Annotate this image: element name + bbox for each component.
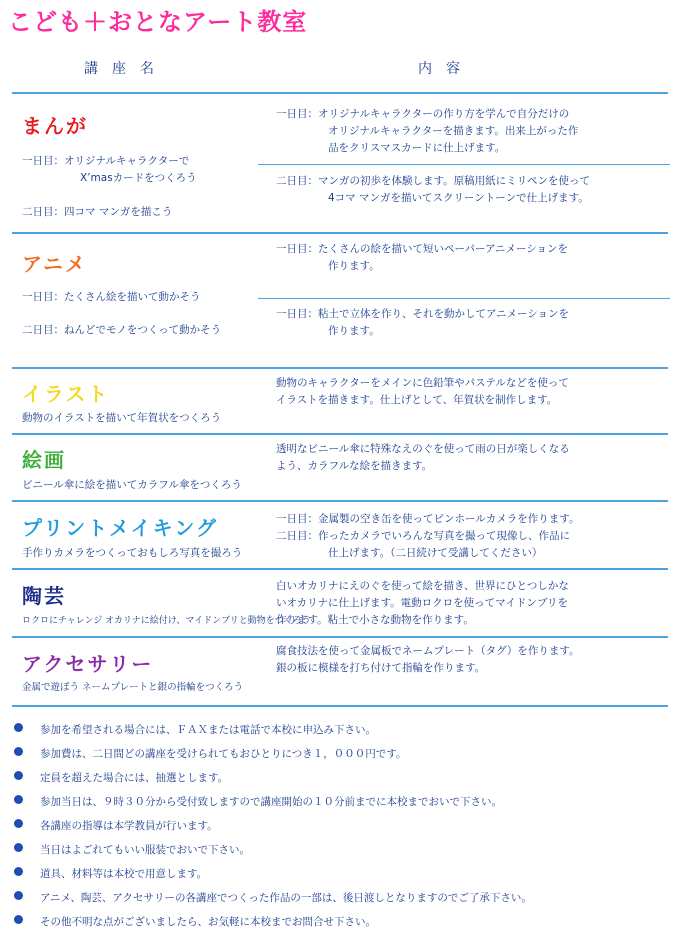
course-anime-day2: 二日目：ねんどでモノをつくって動かそう — [22, 324, 222, 336]
note-text: 各講座の指導は本学教員が行います。 — [40, 820, 218, 832]
bullet-icon — [14, 867, 23, 876]
column-header-course-name: 講座名 — [84, 61, 168, 77]
desc-line: 腐食技法を使って金属板でネームプレート（タグ）を作ります。 — [276, 645, 580, 657]
divider — [12, 636, 668, 638]
desc-line: 透明なビニール傘に特殊なえのぐを使って雨の日が楽しくなる — [276, 443, 570, 455]
bullet-icon — [14, 843, 23, 852]
course-print-sub: 手作りカメラをつくっておもしろ写真を撮ろう — [22, 547, 243, 559]
desc-line: 二日目：マンガの初歩を体験します。原稿用紙にミリペンを使って — [276, 175, 590, 187]
bullet-icon — [14, 795, 23, 804]
divider — [12, 92, 668, 94]
course-anime-desc-day2 — [276, 306, 569, 340]
desc-line: 品をクリスマスカードに仕上げます。 — [328, 142, 506, 154]
desc-line: よう、カラフルな絵を描きます。 — [276, 460, 433, 472]
note-text: 定員を超えた場合には、抽選とします。 — [40, 772, 229, 784]
desc-line: 仕上げます。（二日続けて受講してください） — [328, 547, 543, 559]
course-illust-desc — [276, 375, 569, 409]
course-kaiga-desc — [276, 441, 570, 475]
note-text: 当日はよごれてもいい服装でおいで下さい。 — [40, 844, 250, 856]
note-text: 道具、材料等は本校で用意します。 — [40, 868, 208, 880]
bullet-icon — [14, 819, 23, 828]
column-header-content: 内容 — [418, 61, 474, 77]
course-manga-day1b: X’masカードをつくろう — [80, 172, 197, 184]
course-name-tougei: 陶芸 — [22, 584, 66, 608]
bullet-icon — [14, 915, 23, 924]
divider — [258, 164, 670, 165]
desc-line: 二日目：作ったカメラでいろんな写真を撮って現像し、作品に — [276, 530, 570, 542]
course-name-illust: イラスト — [22, 382, 110, 406]
divider — [12, 568, 668, 570]
divider — [12, 500, 668, 502]
note-text: 参加費は、二日間どの講座を受けられてもおひとりにつき１，０００円です。 — [40, 748, 407, 760]
divider — [12, 232, 668, 234]
course-tougei-desc — [276, 578, 569, 629]
course-kaiga-sub: ビニール傘に絵を描いてカラフル傘をつくろう — [22, 479, 242, 491]
desc-line: 作ります。粘土で小さな動物を作ります。 — [276, 614, 474, 626]
course-accessory-sub: 金属で遊ぼう ネームプレートと銀の指輪をつくろう — [22, 682, 244, 693]
course-name-manga: まんが — [22, 114, 88, 138]
bullet-icon — [14, 747, 23, 756]
course-name-accessory: アクセサリー — [22, 652, 154, 676]
bullet-icon — [14, 771, 23, 780]
desc-line: イラストを描きます。仕上げとして、年賀状を制作します。 — [276, 394, 558, 406]
desc-line: 銀の板に模様を打ち付けて指輪を作ります。 — [276, 662, 486, 674]
course-name-kaiga: 絵画 — [22, 448, 66, 472]
course-anime-day1: 一日目：たくさん絵を描いて動かそう — [22, 291, 201, 303]
desc-line: 作ります。 — [328, 260, 380, 272]
desc-line: 一日目：粘土で立体を作り、それを動かしてアニメーションを — [276, 308, 570, 320]
desc-line: いオカリナに仕上げます。電動ロクロを使ってマイドンブリを — [276, 597, 569, 609]
divider — [258, 298, 670, 299]
page-title: こども＋おとなアート教室 — [8, 8, 308, 36]
course-accessory-desc — [276, 643, 580, 677]
divider — [12, 433, 668, 435]
desc-line: 一日目：たくさんの絵を描いて短いペーパーアニメーションを — [276, 243, 569, 255]
desc-line: 動物のキャラクターをメインに色鉛筆やパステルなどを使って — [276, 377, 569, 389]
desc-line: 一日目：金属製の空き缶を使ってピンホールカメラを作ります。 — [276, 513, 580, 525]
course-manga-day2: 二日目：四コマ マンガを描こう — [22, 206, 173, 218]
course-anime-desc-day1 — [276, 241, 568, 275]
course-print-desc — [276, 511, 579, 562]
course-manga-day1: 一日目：オリジナルキャラクターで — [22, 155, 190, 167]
divider — [12, 367, 668, 369]
note-text: 参加を希望される場合には、ＦＡＸまたは電話で本校に申込み下さい。 — [40, 724, 376, 736]
divider — [12, 705, 668, 707]
desc-line: オリジナルキャラクターを描きます。出来上がった作 — [328, 125, 579, 137]
bullet-icon — [14, 891, 23, 900]
note-text: アニメ、陶芸、アクセサリーの各講座でつくった作品の一部は、後日渡しとなりますのでご了承下さい。 — [40, 892, 532, 904]
course-manga-desc-day1 — [276, 106, 578, 157]
course-name-anime: アニメ — [22, 252, 87, 276]
note-text: 参加当日は、９時３０分から受付致しますので講座開始の１０分前までに本校までおいで下さい。 — [40, 796, 502, 808]
course-manga-desc-day2 — [276, 173, 590, 207]
desc-line: 作ります。 — [328, 325, 380, 337]
desc-line: 一日目：オリジナルキャラクターの作り方を学んで自分だけの — [276, 108, 570, 120]
note-text: その他不明な点がございましたら、お気軽に本校までお問合せ下さい。 — [40, 916, 376, 928]
desc-line: 4コマ マンガを描いてスクリーントーンで仕上げます。 — [328, 192, 589, 204]
course-tougei-sub: ロクロにチャレンジ オカリナに絵付け、マイドンブリと動物をつくろう — [22, 616, 311, 626]
course-name-print: プリントメイキング — [22, 516, 218, 540]
bullet-icon — [14, 723, 23, 732]
course-illust-sub: 動物のイラストを描いて年賀状をつくろう — [22, 412, 222, 424]
desc-line: 白いオカリナにえのぐを使って絵を描き、世界にひとつしかな — [276, 580, 569, 592]
